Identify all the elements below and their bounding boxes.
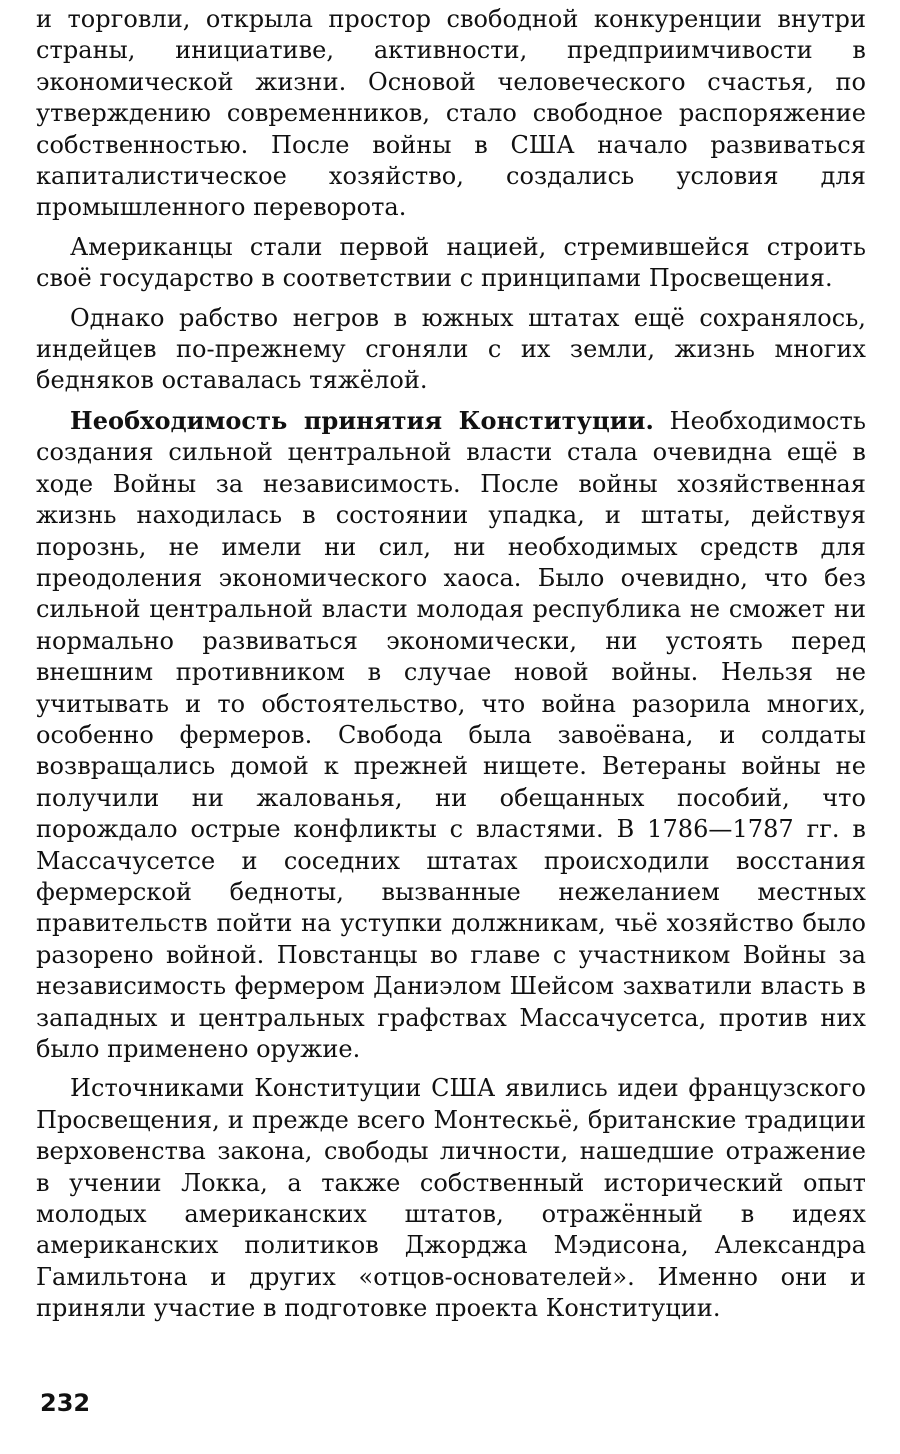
page-number: 232 bbox=[40, 1389, 91, 1417]
paragraph-constitution-need bbox=[36, 405, 866, 1066]
paragraph-text: и торговли, открыла простор свободной конкуренции внутри страны, инициативе, активности, предприимчивости в экономической жизни. Основой человеческого счастья, по утверждению современников, стало свободное распоряжение собственностью. После войны в США начало развиваться капиталистическое хозяйство, создались условия для промышленного переворота. bbox=[36, 5, 866, 222]
paragraph-continuation bbox=[36, 4, 866, 224]
paragraph-constitution-sources bbox=[36, 1073, 866, 1324]
paragraph-slavery bbox=[36, 303, 866, 397]
paragraph-text: Американцы стали первой нацией, стремившейся строить своё государство в соответствии с принципами Просвещения. bbox=[36, 232, 866, 293]
paragraph-enlightenment bbox=[36, 232, 866, 295]
paragraph-text: Источниками Конституции США явились идеи французского Просвещения, и прежде всего Монтескьё, британские традиции верховенства закона, свободы личности, нашедшие отражение в учении Локка, а также собственный исторический опыт молодых американских штатов, отражённый в идеях американских политиков Джорджа Мэдисона, Александра Гамильтона и других «отцов-основателей». Именно они и приняли участие в подготовке проекта Конституции. bbox=[36, 1074, 866, 1323]
paragraph-text: Необходимость создания сильной центральной власти стала очевидна ещё в ходе Войны за независимость. После войны хозяйственная жизнь находилась в состоянии упадка, и штаты, действуя порознь, не имели ни сил, ни необходимых средств для преодоления экономического хаоса. Было очевидно, что без сильной центральной власти молодая республика не сможет ни нормально развиваться экономически, ни устоять перед внешним противником в случае новой войны. Нельзя не учитывать и то обстоятельство, что война разорила многих, особенно фермеров. Свобода была завоёвана, и солдаты возвращались домой к прежней нищете. Ветераны войны не получили ни жалованья, ни обещанных пособий, что порождало острые конфликты с властями. В 1786—1787 гг. в Массачусетсе и соседних штатах происходили восстания фермерской бедноты, вызванные нежеланием местных правительств пойти на уступки должникам, чьё хозяйство было разорено войной. Повстанцы во главе с участником Войны за независимость фермером Даниэлом Шейсом захватили власть в западных и центральных графствах Массачусетса, против них было применено оружие. bbox=[36, 406, 866, 1063]
section-heading: Необходимость принятия Конституции. bbox=[70, 405, 654, 435]
paragraph-text: Однако рабство негров в южных штатах ещё сохранялось, индейцев по-прежнему сгоняли с их земли, жизнь многих бедняков оставалась тяжёлой. bbox=[36, 303, 866, 395]
page-text bbox=[36, 4, 866, 1333]
